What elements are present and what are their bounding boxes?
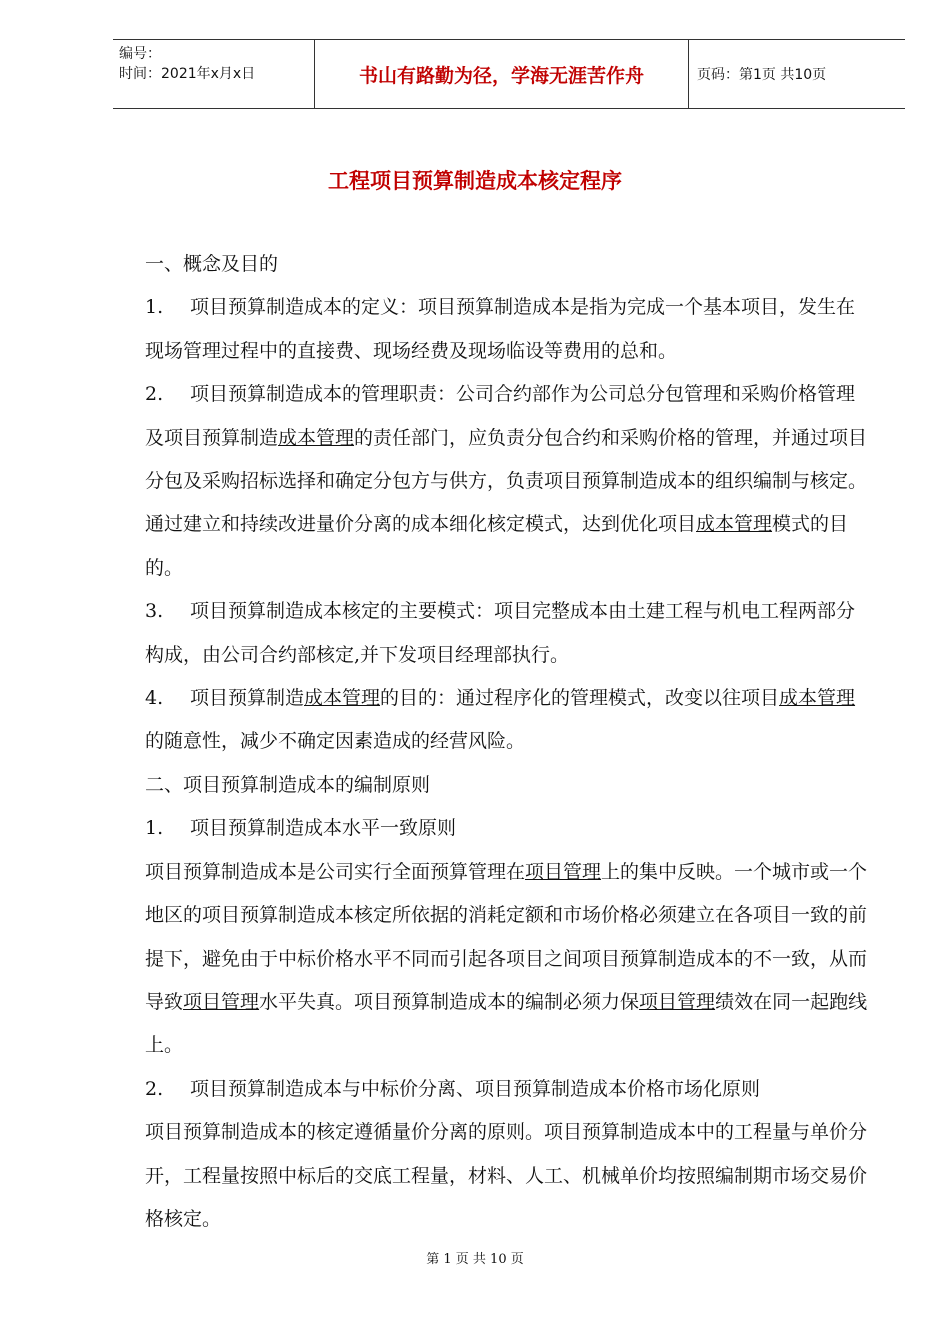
cost-management-link[interactable]: 成本管理: [779, 687, 856, 710]
subsection-2-2-number: 2.: [145, 1077, 164, 1100]
paragraph-1-text: 项目预算制造成本的定义：项目预算制造成本是指为完成一个基本项目，发生在现场管理过程中的直接费、现场经费及现场临设等费用的总和。: [145, 296, 856, 362]
subsection-2-1-text-b: 上的集中反映。一个城市或一个地区的项目预算制造成本核定所依据的消耗定额和市场价格必须建立在各项目一致的前提下，避免由于中标价格水平不同而引起各项目之间项目预算制造成本的不一致，从而导致: [145, 860, 868, 1013]
paragraph-2-text-b: 的责任部门，应负责分包合约和采购价格的管理，并通过项目分包及采购招标选择和确定分包方与供方，负责项目预算制造成本的组织编制与核定。通过建立和持续改进量价分离的成本细化核定模式，达到优化项目: [145, 426, 868, 536]
subsection-2-2-title-text: 项目预算制造成本与中标价分离、项目预算制造成本价格市场化原则: [190, 1077, 761, 1100]
paragraph-2-text-c: 模式的目的。: [145, 513, 849, 579]
paragraph-4-number: 4.: [145, 687, 164, 710]
project-management-link[interactable]: 项目管理: [183, 990, 260, 1013]
paragraph-4-text-c: 的随意性，减少不确定因素造成的经营风险。: [145, 730, 526, 753]
paragraph-2: [145, 373, 870, 590]
paragraph-4-text-b: 的目的：通过程序化的管理模式，改变以往项目: [380, 687, 780, 710]
document-number-label: 编号：: [119, 46, 161, 62]
subsection-2-1-title-text: 项目预算制造成本水平一致原则: [190, 817, 457, 840]
subsection-2-1-title: [145, 807, 870, 850]
paragraph-4-text-a: 项目预算制造: [190, 687, 305, 710]
paragraph-3-text: 项目预算制造成本核定的主要模式：项目完整成本由土建工程与机电工程两部分构成，由公司合约部核定,并下发项目经理部执行。: [145, 600, 856, 666]
subsection-2-1-body: [145, 851, 870, 1068]
header-motto: 书山有路勤为径，学海无涯苦作舟: [315, 40, 689, 108]
subsection-2-1-text-c: 水平失真。项目预算制造成本的编制必须力保: [259, 990, 640, 1013]
project-management-link[interactable]: 项目管理: [639, 990, 716, 1013]
subsection-2-2-title: [145, 1068, 870, 1111]
subsection-2-1-text-d: 绩效在同一起跑线上。: [145, 990, 868, 1057]
paragraph-1-number: 1.: [145, 296, 164, 319]
cost-management-link[interactable]: 成本管理: [278, 426, 355, 449]
paragraph-3: [145, 590, 870, 677]
document-time-label: 时间：2021年x月x日: [119, 66, 256, 82]
header-page-info: 页码：第1页 共10页: [697, 67, 827, 83]
cost-management-link[interactable]: 成本管理: [304, 687, 381, 710]
paragraph-4: [145, 677, 870, 764]
document-body: [145, 243, 870, 1241]
cost-management-link[interactable]: 成本管理: [696, 513, 773, 536]
subsection-2-2-body: 项目预算制造成本的核定遵循量价分离的原则。项目预算制造成本中的工程量与单价分开，工程量按照中标后的交底工程量，材料、人工、机械单价均按照编制期市场交易价格核定。: [145, 1121, 868, 1230]
section-1-heading: 一、概念及目的: [145, 253, 279, 275]
subsection-2-1-number: 1.: [145, 817, 164, 840]
paragraph-3-number: 3.: [145, 600, 164, 623]
page-footer: 第 1 页 共 10 页: [426, 1252, 524, 1267]
subsection-2-1-text-a: 项目预算制造成本是公司实行全面预算管理在: [145, 860, 526, 883]
document-title: 工程项目预算制造成本核定程序: [328, 169, 622, 193]
paragraph-2-number: 2.: [145, 383, 164, 406]
header-table: [113, 39, 905, 109]
paragraph-2-text-a: 项目预算制造成本的管理职责：公司合约部作为公司总分包管理和采购价格管理及项目预算制造: [145, 383, 856, 449]
header-meta: [113, 40, 315, 108]
paragraph-1: [145, 286, 870, 373]
section-2-heading: 二、项目预算制造成本的编制原则: [145, 773, 431, 796]
project-management-link[interactable]: 项目管理: [525, 860, 602, 883]
